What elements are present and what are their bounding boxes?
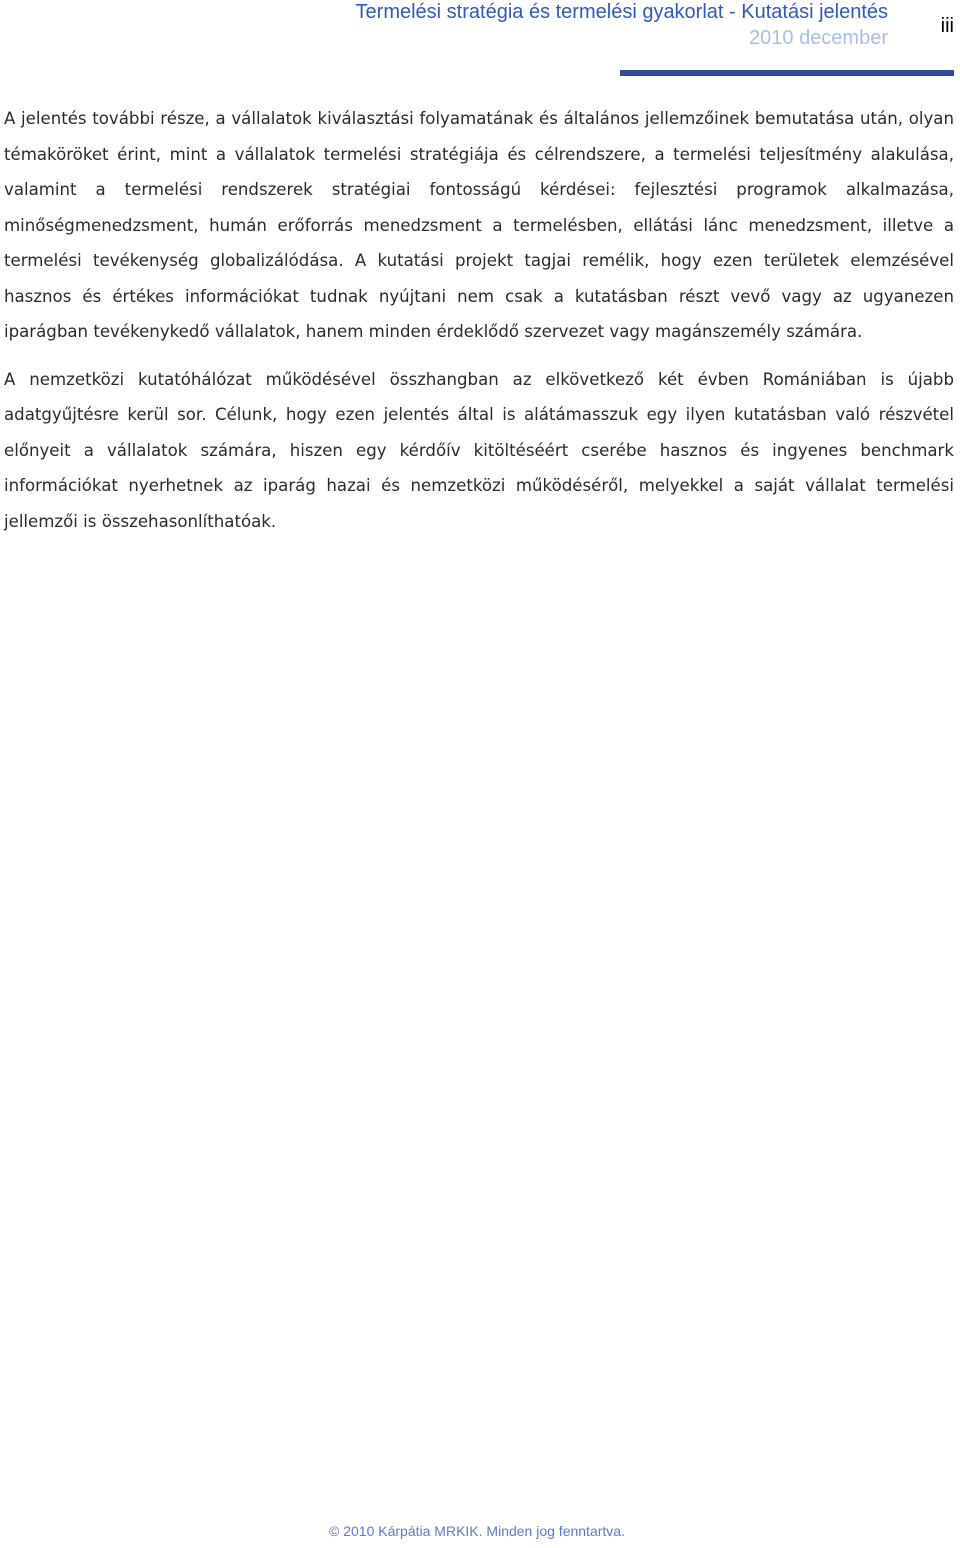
page-number: iii [940,15,954,37]
paragraph-1: A jelentés további része, a vállalatok kiválasztási folyamatának és általános jellemzőinek bemutatása után, olyan témaköröket érint, mint a vállalatok termelési stratégiája és célrendszere, a termelési teljesítmény alakulása, valamint a termelési rendszerek stratégiai fontosságú kérdései: fejlesztési programok alkalmazása, minőségmenedzsment, humán erőforrás menedzsment a termelésben, ellátási lánc menedzsment, illetve a termelési tevékenység globalizálódása. A kutatási projekt tagjai remélik, hogy ezen területek elemzésével hasznos és értékes információkat tudnak nyújtani nem csak a kutatásban részt vevő vagy az ugyanezen iparágban tevékenykedő vállalatok, hanem minden érdeklődő szervezet vagy magánszemély számára. [4,109,954,341]
page-footer [0,1522,960,1540]
body-text [4,101,954,551]
copyright-notice: © 2010 Kárpátia MRKIK. Minden jog fenntartva. [329,1523,625,1539]
page-header [0,0,960,80]
document-title: Termelési stratégia és termelési gyakorlat - Kutatási jelentés [355,1,888,23]
document-date: 2010 december [749,27,888,49]
header-divider [620,70,954,76]
paragraph-2: A nemzetközi kutatóhálózat működésével összhangban az elkövetkező két évben Romániában is újabb adatgyűjtésre kerül sor. Célunk, hogy ezen jelentés által is alátámasszuk egy ilyen kutatásban való részvétel előnyeit a vállalatok számára, hiszen egy kérdőív kitöltéséért cserébe hasznos és ingyenes benchmark információkat nyerhetnek az iparág hazai és nemzetközi működéséről, melyekkel a saját vállalat termelési jellemzői is összehasonlíthatóak. [4,369,954,531]
